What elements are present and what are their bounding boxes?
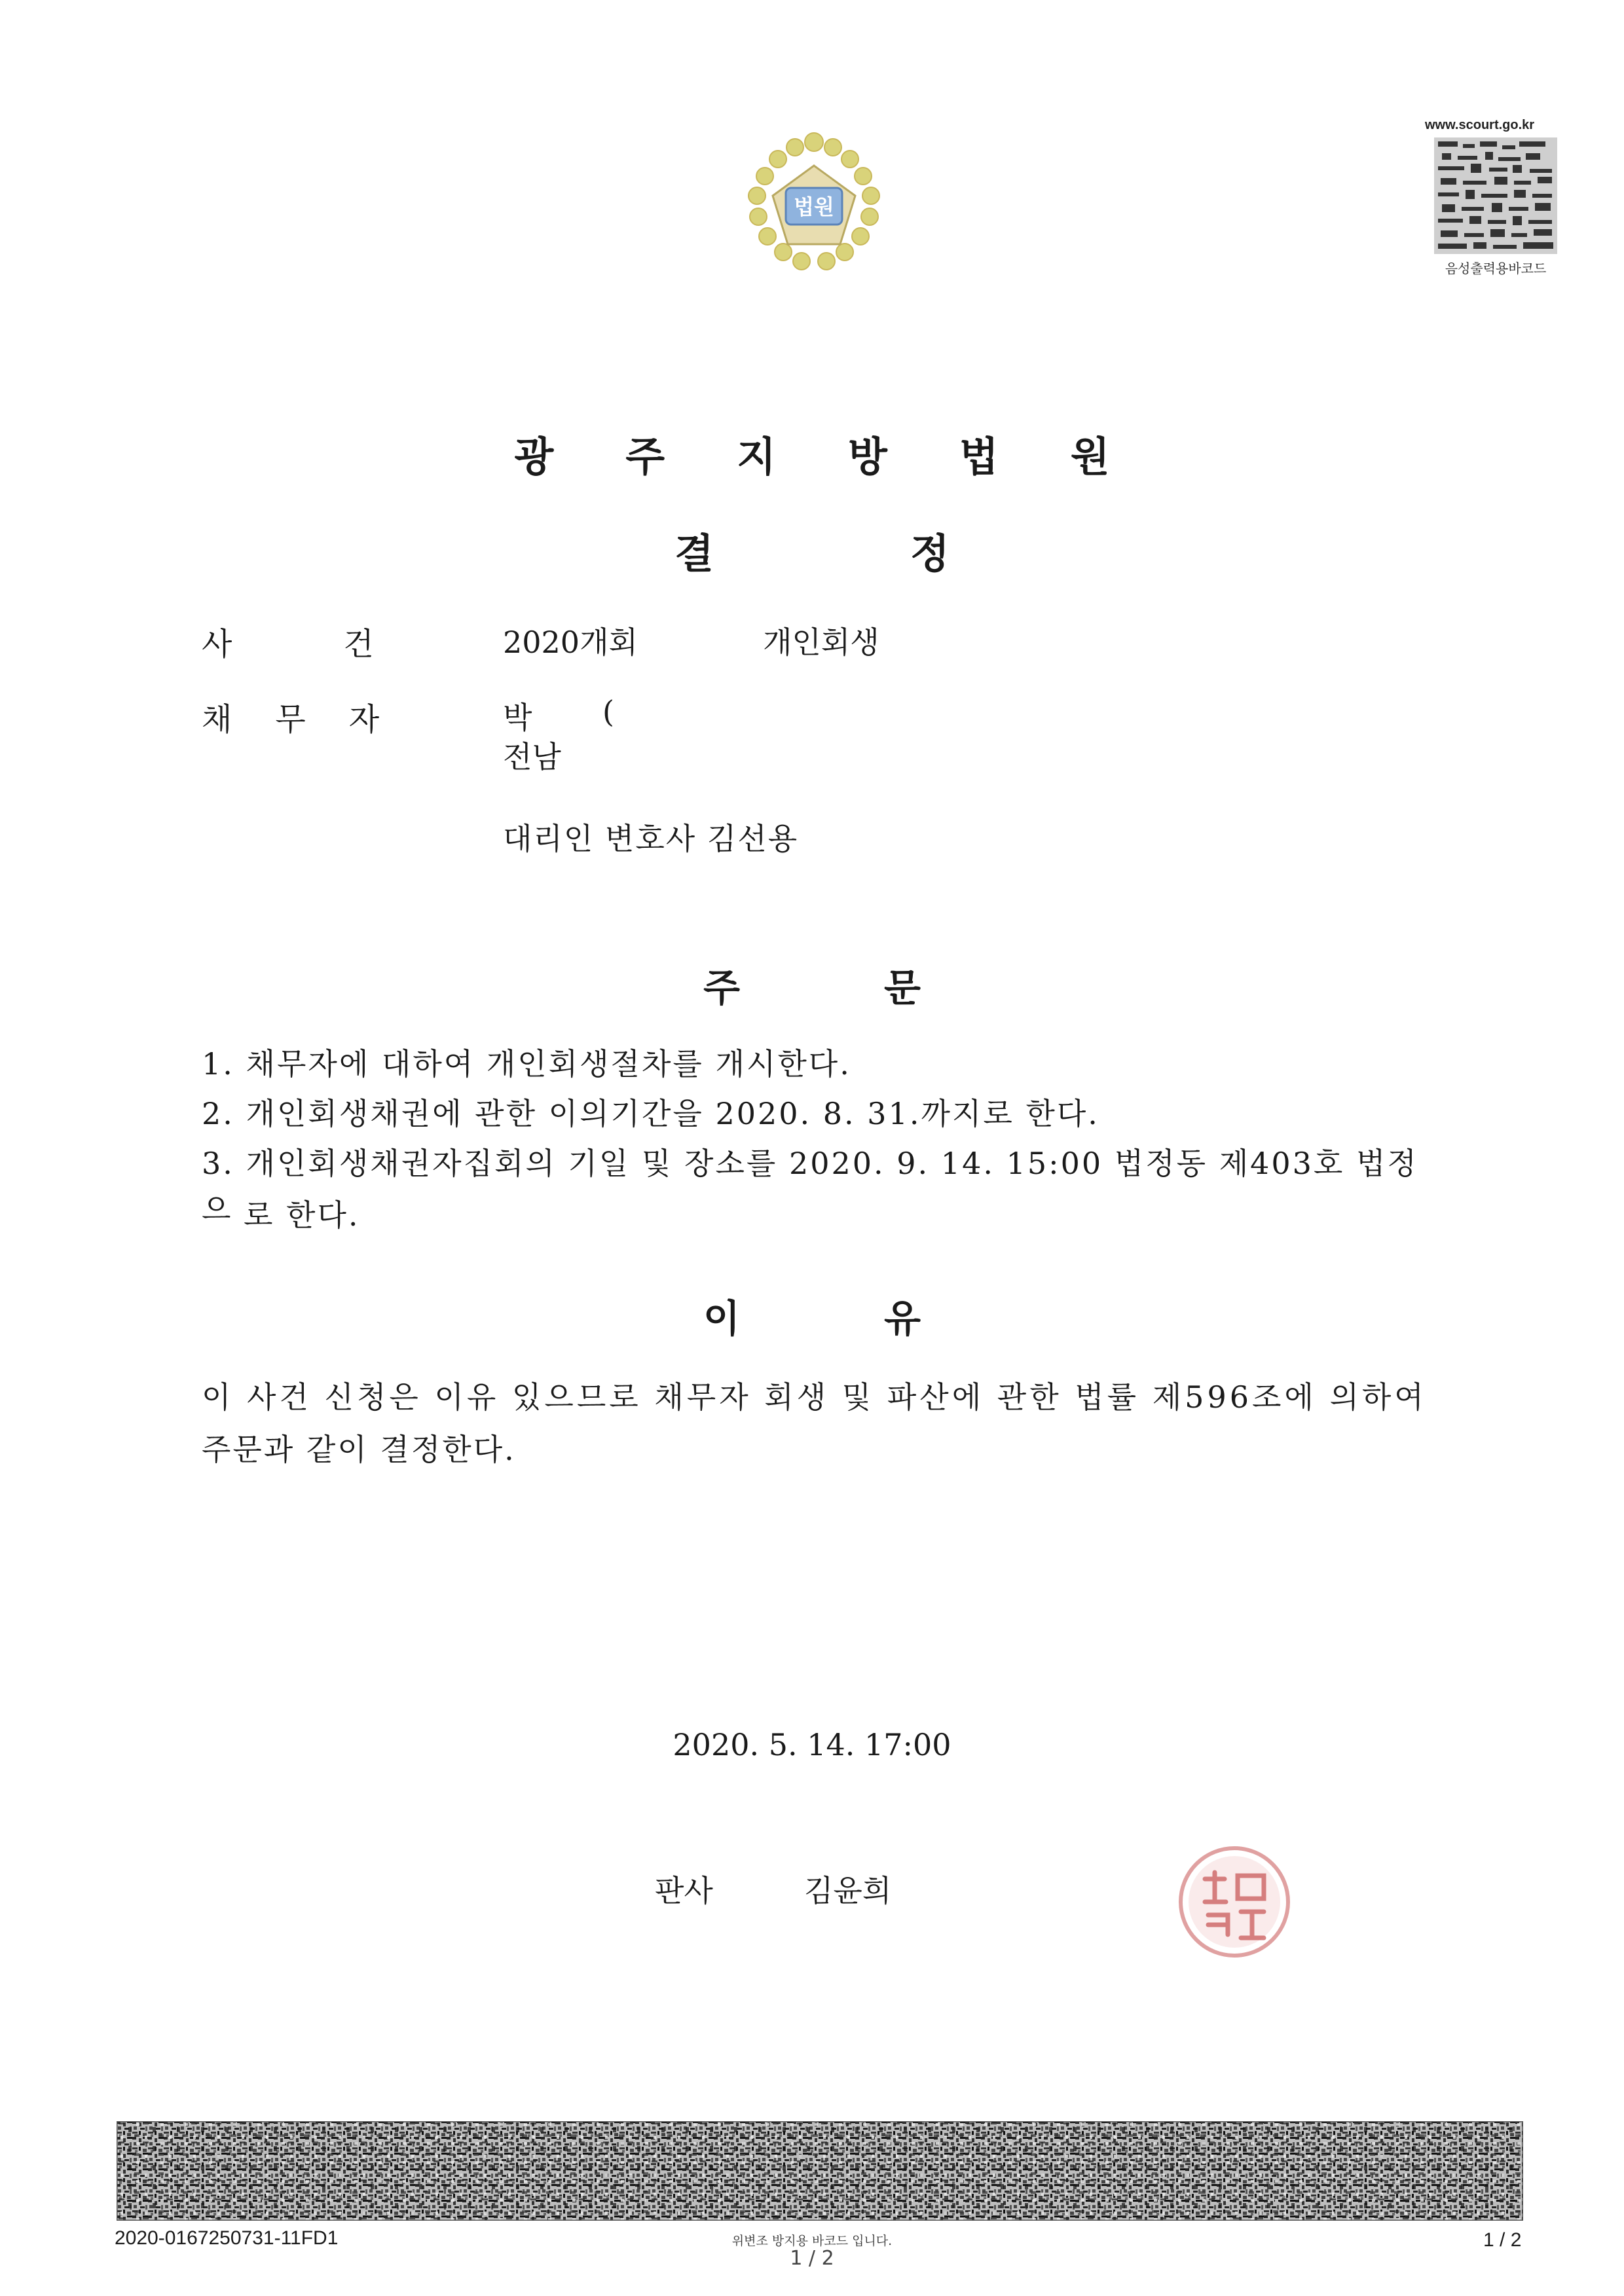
debtor-label: 채무자 xyxy=(202,701,423,738)
order-item: 1. 채무자에 대하여 개인회생절차를 개시한다. xyxy=(202,1046,851,1082)
judge-title: 판사 xyxy=(655,1873,713,1908)
qr-url: www.scourt.go.kr xyxy=(1425,118,1535,132)
reason-heading: 이유 xyxy=(703,1296,1065,1341)
reason-text: 이 사건 신청은 이유 있으므로 채무자 회생 및 파산에 관한 법률 제596조에 의하여 xyxy=(202,1379,1427,1415)
legal-agent: 대리인 변호사 김선용 xyxy=(503,821,799,856)
judge-name: 김윤희 xyxy=(804,1873,892,1908)
document-title: 결정 xyxy=(674,530,1146,577)
order-heading: 주문 xyxy=(703,966,1065,1010)
case-type: 개인회생 xyxy=(763,625,879,660)
decision-date: 2020. 5. 14. 17:00 xyxy=(673,1727,951,1762)
debtor-address: 전남 xyxy=(503,739,561,774)
page-number-center: 1 / 2 xyxy=(790,2247,834,2270)
court-name: 광주지방법원 xyxy=(514,433,1182,481)
debtor-paren: ( xyxy=(602,694,614,729)
judge-seal-icon xyxy=(1172,1840,1297,1964)
page-number-right: 1 / 2 xyxy=(1483,2229,1522,2251)
qr-code-icon xyxy=(1434,137,1557,254)
reason-text: 주문과 같이 결정한다. xyxy=(202,1432,516,1467)
qr-caption: 음성출력용바코드 xyxy=(1445,262,1547,276)
document-number: 2020-0167250731-11FD1 xyxy=(115,2227,339,2249)
court-emblem-icon xyxy=(732,128,896,285)
order-item-continuation: 로 한다. xyxy=(244,1197,360,1233)
debtor-name: 박 xyxy=(503,700,532,735)
barcode-note: 위변조 방지용 바코드 입니다. xyxy=(731,2234,893,2248)
order-item: 3. 개인회생채권자집회의 기일 및 장소를 2020. 9. 14. 15:00 법정동 제403호 법정으 xyxy=(202,1146,1418,1227)
anti-forgery-barcode-icon xyxy=(117,2121,1523,2221)
order-item: 2. 개인회생채권에 관한 이의기간을 2020. 8. 31.까지로 한다. xyxy=(202,1096,1099,1131)
case-label: 사건 xyxy=(202,626,485,663)
emblem-text: 법원 xyxy=(794,194,834,219)
case-number: 2020개회 xyxy=(503,625,638,660)
